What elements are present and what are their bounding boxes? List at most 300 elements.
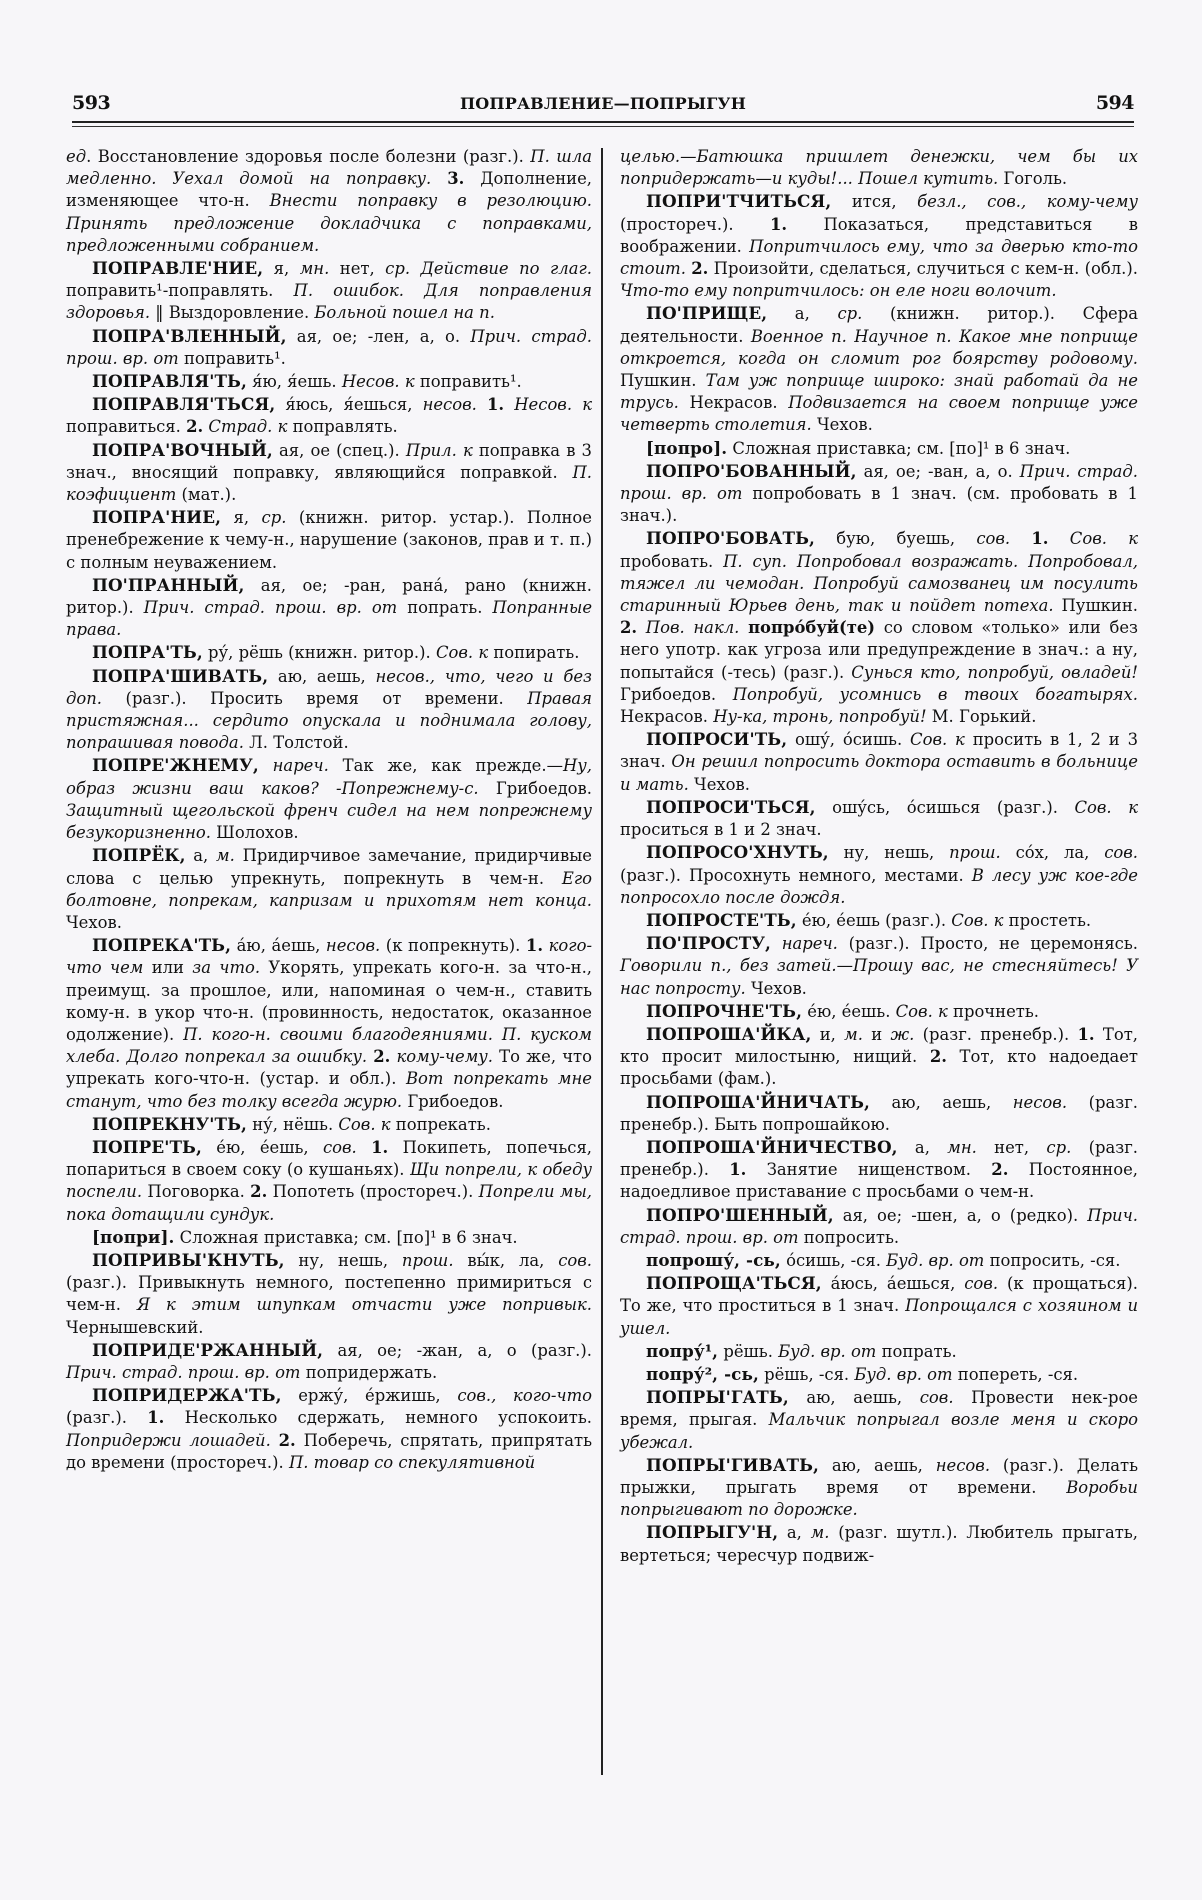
entry-text [271, 1431, 279, 1450]
headword: ПОПРАВЛЯ'ТЬСЯ, [92, 394, 276, 415]
entry-text: Сложная приставка; см. [по]¹ в 6 знач. [174, 1227, 518, 1247]
entry-text: (разг. пренебр.). Быть попрошайкою. [620, 1092, 1139, 1134]
italic-text: безл., сов., кому-чему [917, 192, 1138, 212]
italic-text: сов. [964, 1274, 999, 1294]
dictionary-entry [620, 190, 1138, 302]
entry-text: Шолохов. [210, 823, 299, 843]
entry-text: (разг.). Привыкнуть немного, постепенно примириться с чем-н. [66, 1273, 592, 1315]
entry-text: (разг. пренебр.). [620, 1137, 1138, 1180]
entry-text: попросить, -ся. [984, 1250, 1121, 1270]
headword: [попро]. [646, 437, 728, 458]
italic-text: прош. [949, 843, 1001, 863]
dictionary-entry [620, 1023, 1138, 1091]
italic-text: Попрели мы, пока дотащили сундук. [66, 1182, 593, 1224]
header-rule-thick [72, 121, 1134, 123]
italic-text: Подвизается на своем поприще уже четверть столетия. [620, 393, 1138, 435]
italic-text: Вот попрекать мне станут, что без толку всегда журю. [66, 1069, 592, 1111]
italic-text: целью.—Батюшка пришлет денежки, чем бы их попридержать—и куды!... Пошел кутить. [620, 147, 1138, 189]
entry-text [1010, 529, 1031, 548]
dictionary-entry [620, 1204, 1138, 1249]
italic-text: Буд. вр. от [778, 1341, 877, 1361]
dictionary-entry [66, 844, 592, 934]
entry-text: Л. Толстой. [243, 733, 349, 753]
entry-text [477, 395, 487, 414]
entry-text: простеть. [1003, 910, 1092, 930]
italic-text: несов. [1012, 1092, 1068, 1112]
headword: ПОПРОША'ЙКА, [646, 1023, 812, 1044]
entry-text: просить в 1, 2 и 3 знач. [620, 730, 1138, 772]
entry-text: Попотеть (простореч.). [267, 1182, 479, 1202]
entry-text: Поберечь, спрятать, припрятать до времени (простореч.). [66, 1430, 593, 1472]
entry-text: Пушкин. [1053, 596, 1138, 616]
page-number-right: 594 [1095, 92, 1134, 114]
entry-text: ая, ое (спец.). [272, 440, 406, 460]
entry-text: Грибоедов. [620, 684, 733, 704]
dictionary-entry [66, 754, 592, 844]
italic-text: мн. [299, 259, 330, 279]
entry-text: я́ю, я́ешь. [246, 372, 342, 392]
italic-text: Прич. страд. прош. вр. от [66, 326, 592, 368]
dictionary-entry [66, 934, 592, 1113]
italic-text: сов. [919, 1388, 954, 1408]
italic-text: П. суп. Попробовал возражать. Попробовал, тяжел ли чемодан. Попробуй самозванец им посулить старинный Юрьев день, так и пойдет потеха. [620, 551, 1138, 616]
italic-text: Попрощался с хозяином и ушел. [620, 1296, 1138, 1338]
entry-text: поправиться. [66, 417, 187, 437]
entry-text: пробовать. [620, 551, 724, 571]
dictionary-entry [620, 1249, 1138, 1272]
italic-text: несов. [935, 1455, 991, 1475]
italic-text: Говорили п., без затей.—Прошу вас, не стесняйтесь! У нас попросту. [620, 956, 1138, 998]
entry-text: попридержать. [300, 1362, 438, 1382]
sense-number: 1. [770, 214, 788, 234]
entry-text: ну, нешь, [828, 843, 950, 863]
entry-text: (разг.). Делать прыжки, прыгать время от времени. [620, 1455, 1138, 1497]
entry-text: Чехов. [811, 415, 873, 435]
dictionary-entry [66, 506, 592, 574]
entry-text: бую, буешь, [814, 529, 977, 549]
headword: ПОПРОША'ЙНИЧАТЬ, [646, 1091, 870, 1112]
italic-text: Сов. к [338, 1114, 391, 1134]
entry-text [739, 618, 748, 637]
entry-text: аю, аешь, [819, 1455, 936, 1475]
entry-text: (книжн. ритор. устар.). Полное пренебрежение к чему-н., нарушение (законов, прав и т. п.) с полным неуважением. [66, 508, 592, 572]
italic-text: несов., что, чего и без доп. [66, 666, 592, 708]
entry-text: а, [767, 304, 838, 324]
entry-text: Придирчивое замечание, придирчивые слова с целью упрекнуть, попрекнуть в чем-н. [66, 846, 592, 888]
entry-text: поправить¹-поправлять. [66, 281, 294, 301]
headword: ПОПРОЧНЕ'ТЬ, [646, 1000, 803, 1021]
entry-text: Гоголь. [998, 169, 1068, 189]
entry-text: (мат.). [176, 485, 237, 505]
sense-number: 3. [447, 169, 465, 189]
entry-text: Некрасов. [620, 707, 714, 727]
italic-text: за что. [192, 958, 261, 978]
headword: ПОПРАВЛЯ'ТЬ, [92, 371, 247, 392]
italic-text: П. ошибок. Для поправления здоровья. [66, 281, 592, 323]
dictionary-entry [620, 1521, 1138, 1566]
italic-text: м. [810, 1523, 830, 1543]
dictionary-entry [620, 1386, 1138, 1454]
headword: ПОПРЁК, [92, 845, 186, 866]
entry-text: а, [778, 1523, 811, 1543]
entry-text: поправлять. [287, 417, 398, 437]
italic-text: Сов. к [910, 730, 965, 750]
entry-text: . Восстановление здоровья после болезни (разг.). [86, 147, 531, 166]
italic-text: Прич. страд. прош. вр. от [620, 1205, 1138, 1247]
italic-text: сов. [558, 1250, 592, 1270]
entry-text: рёшь. [718, 1341, 779, 1361]
entry-text: аю, аешь, [268, 666, 376, 686]
dictionary-entry [66, 574, 592, 642]
entry-text: я, [221, 508, 262, 528]
italic-text: Сов. к [895, 1001, 948, 1021]
dictionary-entry [66, 1249, 592, 1339]
entry-text: ну, нешь, [284, 1250, 402, 1270]
entry-text: Сложная приставка; см. [по]¹ в 6 знач. [727, 438, 1071, 458]
italic-text: ср. [837, 304, 863, 324]
entry-text [771, 934, 782, 953]
page-header [72, 92, 1134, 118]
entry-text: нет, [976, 1137, 1047, 1157]
italic-text: несов. [422, 395, 477, 415]
headword: ПОПРА'ВОЧНЫЙ, [92, 439, 273, 460]
entry-text: Пушкин. [620, 371, 706, 391]
headword: ПОПРЕКНУ'ТЬ, [92, 1113, 247, 1134]
entry-text: е́ю, е́ешь, [201, 1137, 323, 1157]
italic-text: Попранные права. [66, 598, 593, 640]
dictionary-entry [66, 370, 592, 393]
dictionary-entry [66, 1113, 592, 1136]
entry-text: со́х, ла, [1000, 843, 1105, 863]
italic-text: Больной пошел на п. [314, 303, 495, 323]
dictionary-entry [66, 641, 592, 664]
entry-text: ошу́сь, о́сишься (разг.). [815, 797, 1075, 817]
italic-text: Он решил попросить доктора оставить в больнице и мать. [620, 752, 1138, 794]
italic-text: Военное п. Научное п. Какое мне поприще откроется, когда он сломит рог боярству родовому. [620, 326, 1138, 368]
dictionary-entry [66, 1226, 592, 1249]
entry-text: попрать. [397, 598, 493, 618]
headword: ПОПРА'НИЕ, [92, 507, 222, 528]
italic-text: мн. [947, 1137, 977, 1157]
italic-text: Буд. вр. от [854, 1364, 953, 1384]
dictionary-entry [620, 437, 1138, 460]
entry-text: е́ю, е́ешь. [802, 1001, 896, 1021]
headword: ПО'ПРИЩЕ, [646, 303, 768, 324]
entry-text: ошу́, о́сишь. [787, 730, 911, 750]
page-number-left: 593 [72, 92, 111, 114]
entry-text: Чехов. [688, 774, 750, 794]
entry-text: Дополнение, изменяющее что-н. [66, 169, 593, 211]
italic-text: П. товар со спекулятивной [288, 1452, 536, 1472]
entry-text: Чехов. [66, 912, 122, 932]
entry-text: (разг.). Просить время от времени. [102, 688, 528, 708]
entry-text: (к прощаться). То же, что проститься в 1 знач. [620, 1274, 1138, 1316]
entry-text: Тот, кто надоедает просьбами (фам.). [620, 1047, 1138, 1089]
dictionary-entry [620, 1340, 1138, 1363]
headword: ПОПРА'ШИВАТЬ, [92, 665, 269, 686]
entry-text [1049, 529, 1070, 548]
dictionary-entry [620, 1363, 1138, 1386]
headword: [попри]. [92, 1226, 175, 1247]
italic-text: кого-что чем [66, 936, 592, 978]
sense-number: 2. [620, 618, 638, 638]
headword: ПОПРЕ'ТЬ, [92, 1136, 202, 1157]
italic-text: Пов. накл. [645, 618, 740, 638]
entry-text: ержу́, е́ржишь, [281, 1386, 458, 1406]
dictionary-entry [620, 302, 1138, 436]
sense-number: 2. [186, 417, 204, 437]
italic-text: Я к этим шпупкам отчасти уже попривык. [136, 1295, 592, 1315]
italic-text: Буд. вр. от [886, 1250, 985, 1270]
headword: ПОПРОСИ'ТЬ, [646, 729, 788, 750]
sense-number: 2. [991, 1160, 1009, 1180]
italic-text: сов. [322, 1137, 357, 1157]
entry-text: ру́, рёшь (книжн. ритор.). [202, 643, 436, 663]
headword: ПОПРЫ'ГИВАТЬ, [646, 1454, 820, 1475]
entry-text: Чернышевский. [66, 1317, 204, 1337]
italic-text: Прич. страд. прош. вр. от [143, 598, 398, 618]
entry-text: попросить. [798, 1227, 900, 1247]
header-rule-thin [72, 126, 1134, 127]
headword: ПОПРО'ШЕННЫЙ, [646, 1204, 834, 1225]
headword: ПОПРОЩА'ТЬСЯ, [646, 1273, 822, 1294]
sense-number: 1. [371, 1137, 389, 1157]
headword: ПОПРЕ'ЖНЕМУ, [92, 755, 259, 776]
dictionary-entry [620, 1136, 1138, 1204]
italic-text: Сунься кто, попробуй, овладей! [851, 662, 1138, 682]
dictionary-entry [66, 257, 592, 325]
italic-text: Щи попрели, к обеду поспели. [66, 1160, 592, 1202]
entry-text: поправка в 3 знач., вносящий поправку, являющийся поправкой. [66, 440, 592, 482]
entry-text: Показаться, представиться в воображении. [620, 214, 1138, 256]
italic-text: ед [66, 147, 87, 166]
dictionary-entry [620, 1091, 1138, 1136]
entry-text: (разг. пренебр.). [914, 1024, 1078, 1044]
entry-text: ая, ое; -ван, а, о. [856, 461, 1020, 481]
italic-text: Воробьи попрыгивают по дорожке. [620, 1477, 1138, 1520]
entry-text: я́юсь, я́ешься, [275, 395, 423, 415]
entry-text: со словом «только» или без него употр. как угроза или предупреждение в знач.: а ну, попытайся (-тесь) (разг.). [620, 618, 1138, 682]
dictionary-entry [66, 1136, 592, 1226]
entry-text: (книжн. ритор.). Сфера деятельности. [620, 304, 1138, 346]
entry-text: попирать. [488, 643, 580, 663]
entry-text: проситься в 1 и 2 знач. [620, 820, 822, 840]
entry-text: Некрасов. [678, 393, 789, 413]
entry-text: Покипеть, попечься, попариться в своем соку (о кушаньях). [66, 1137, 592, 1180]
dictionary-entry [620, 460, 1138, 528]
entry-text [504, 395, 514, 414]
italic-text: сов. [1104, 843, 1139, 863]
entry-text: Тот, кто просит милостыню, нищий. [620, 1024, 1138, 1067]
entry-text: о́сишь, -ся. [780, 1250, 887, 1270]
headword: попру́², -сь, [646, 1363, 759, 1384]
italic-text: Попридержи лошадей. [66, 1430, 271, 1450]
italic-text: Ну, образ жизни ваш каков? -Попрежнему-с. [66, 756, 592, 798]
entry-text: Занятие нищенством. [746, 1160, 992, 1180]
headword: ПОПРО'БОВАННЫЙ, [646, 460, 857, 481]
sense-number: 2. [278, 1430, 296, 1450]
entry-text: Чехов. [745, 978, 807, 998]
entry-text: ая, ое; -шен, а, о (редко). [833, 1205, 1088, 1225]
italic-text: ср. Действие по глаг. [385, 259, 592, 279]
entry-text: (разг.). Просто, не церемонясь. [837, 934, 1138, 954]
italic-text: м. [844, 1024, 863, 1044]
italic-text: Правая пристяжная... сердито опускала и поднимала голову, попрашивая повода. [66, 688, 592, 753]
dictionary-entry [66, 1339, 592, 1384]
column-divider [601, 148, 603, 1775]
sense-number: 1. [729, 1160, 747, 1180]
headword: ПОПРИДЕ'РЖАННЫЙ, [92, 1339, 324, 1360]
entry-text: поправить¹. [414, 372, 522, 392]
entry-text: а́юсь, а́ешься, [821, 1274, 965, 1294]
sense-number: 1. [1077, 1024, 1095, 1044]
entry-text: То же, что упрекать кого-что-н. (устар. и обл.). [66, 1047, 592, 1089]
italic-text: Сов. к [1069, 529, 1138, 549]
left-column [66, 146, 592, 1474]
entry-text: Несколько сдержать, немного успокоить. [164, 1408, 592, 1428]
running-head: ПОПРАВЛЕНИЕ—ПОПРЫГУН [459, 94, 747, 113]
headword: ПОПРЫГУ'Н, [646, 1522, 779, 1543]
italic-text: Прил. к [405, 440, 473, 460]
italic-text: Что-то ему попритчилось: он еле ноги волочит. [620, 281, 1057, 301]
headword: ПОПРИ'ТЧИТЬСЯ, [646, 191, 832, 212]
italic-text: Сов. к [435, 643, 489, 663]
entry-text: нет, [329, 259, 386, 279]
italic-text: Защитный щегольской френч сидел на нем попрежнему безукоризненно. [66, 800, 592, 843]
headword: ПОПРОСИ'ТЬСЯ, [646, 796, 816, 817]
dictionary-entry [620, 728, 1138, 796]
headword: ПО'ПРОСТУ, [646, 933, 771, 954]
entry-text: Грибоедов. [402, 1091, 504, 1111]
entry-text [431, 169, 447, 188]
sense-number: 2. [929, 1047, 947, 1067]
dictionary-entry [620, 527, 1138, 728]
italic-text: несов. [325, 936, 381, 956]
headword: ПОПРЕКА'ТЬ, [92, 935, 232, 956]
italic-text: Внести поправку в резолюцию. Принять предложение докладчика с поправками, предложенными собранием. [66, 191, 592, 255]
entry-continuation [620, 146, 1138, 190]
entry-text: ‖ Выздоровление. [150, 303, 315, 323]
sense-number: 1. [147, 1408, 165, 1428]
entry-text [637, 618, 646, 637]
entry-text: Укорять, упрекать кого-н. за что-н., преимущ. за прошлое, или, напоминая о чем-н., ставить кому-н. в укор что-н. (провинность, недостаток, оказанное одолжение). [66, 958, 593, 1044]
entry-text: М. Горький. [926, 707, 1037, 727]
italic-text: Попритчилось ему, что за дверью кто-то стоит. [620, 236, 1138, 279]
entry-continuation [66, 146, 592, 257]
entry-text: (разг.). [66, 1408, 148, 1428]
italic-text: Там уж поприще широко: знай работай да не трусь. [620, 371, 1138, 413]
italic-text: Страд. к [208, 417, 288, 437]
entry-text: а, [185, 846, 217, 866]
headword: попрошу́, -сь, [646, 1249, 781, 1270]
entry-text: е́ю, е́ешь (разг.). [796, 910, 952, 930]
headword: ПОПРОСО'ХНУТЬ, [646, 842, 829, 863]
italic-text: ж. [890, 1024, 915, 1044]
italic-text: нареч. [272, 756, 329, 776]
entry-text: поправить¹. [178, 348, 286, 368]
entry-text: Так же, как прежде.— [328, 756, 563, 776]
entry-text: попрекать. [390, 1114, 491, 1134]
italic-text: Его болтовне, попрекам, капризам и прихотям нет конца. [66, 868, 592, 910]
entry-text: аю, аешь, [788, 1388, 920, 1408]
entry-text: попрать. [876, 1341, 957, 1361]
entry-text: а, [897, 1137, 948, 1157]
entry-text: ая, ое; -ран, рана́, рано (книжн. ритор.). [66, 575, 592, 618]
italic-text: Сов. к [1074, 797, 1138, 817]
headword: ПОПРО'БОВАТЬ, [646, 528, 815, 549]
italic-text: сов. [976, 529, 1011, 549]
dictionary-entry [620, 841, 1138, 909]
entry-text: попереть, -ся. [952, 1364, 1079, 1384]
sense-number: 1. [487, 395, 505, 415]
dictionary-entry [620, 796, 1138, 841]
headword: ПОПРЫ'ГАТЬ, [646, 1387, 789, 1408]
italic-text: ср. [1046, 1137, 1072, 1157]
dictionary-entry [620, 1272, 1138, 1340]
entry-text: вы́к, ла, [453, 1250, 559, 1270]
italic-text: Сов. к [951, 910, 1004, 930]
headword: ПО'ПРАННЫЙ, [92, 574, 245, 595]
sense-number: 2. [691, 259, 709, 279]
entry-text: Постоянное, надоедливое приставание с просьбами о чем-н. [620, 1160, 1138, 1202]
entry-text: Провести нек-рое время, прыгая. [620, 1388, 1139, 1430]
headword: ПОПРИДЕРЖА'ТЬ, [92, 1385, 282, 1406]
entry-text: (разг. шутл.). Любитель прыгать, вертеться; чересчур подвиж- [620, 1523, 1139, 1565]
italic-text: сов., кого-что [457, 1386, 593, 1406]
entry-text: и [862, 1024, 891, 1044]
entry-text [357, 1138, 371, 1157]
headword: попру́¹, [646, 1340, 719, 1361]
right-column [620, 146, 1138, 1567]
headword: ПОПРАВЛЕ'НИЕ, [92, 258, 264, 279]
entry-text: ая, ое; -жан, а, о (разг.). [323, 1340, 592, 1360]
dictionary-entry [620, 909, 1138, 932]
entry-text: а́ю, а́ешь, [231, 936, 326, 956]
entry-text: Произойти, сделаться, случиться с кем-н. (обл.). [708, 259, 1138, 279]
entry-text: (к попрекнуть). [380, 936, 526, 956]
entry-text: ится, [831, 192, 918, 212]
sense-number: 2. [250, 1182, 268, 1202]
entry-text: ну́, нёшь. [246, 1114, 339, 1134]
italic-text: П. коэфициент [66, 462, 592, 505]
headword: ПОПРА'ВЛЕННЫЙ, [92, 325, 287, 346]
headword: ПОПРИВЫ'КНУТЬ, [92, 1249, 285, 1270]
italic-text: Прич. страд. прош. вр. от [620, 461, 1138, 504]
italic-text: В лесу уж кое-где попросохло после дождя. [620, 865, 1139, 907]
sense-number: 1. [525, 936, 544, 956]
italic-text: ср. [261, 508, 287, 528]
headword: ПОПРОША'ЙНИЧЕСТВО, [646, 1136, 898, 1157]
italic-text: м. [216, 846, 235, 866]
italic-text: Несов. к [514, 395, 592, 415]
italic-text: Мальчик попрыгал возле меня и скоро убежал. [620, 1410, 1138, 1452]
italic-text: Ну-ка, тронь, попробуй! [713, 707, 927, 727]
italic-text: П. кого-н. своими благодеяниями. П. куском хлеба. Долго попрекал за ошибку. [66, 1024, 592, 1067]
entry-text: я, [263, 259, 300, 279]
dictionary-entry [66, 439, 592, 507]
italic-text: П. шла медленно. Уехал домой на поправку. [66, 147, 592, 189]
italic-text: Прич. страд. прош. вр. от [66, 1362, 301, 1382]
entry-text: прочнеть. [947, 1001, 1039, 1021]
entry-text: попробовать в 1 знач. (см. пробовать в 1 знач.). [620, 484, 1138, 526]
sense-number: 2. [373, 1047, 391, 1067]
dictionary-entry [620, 932, 1138, 1000]
sense-number: попро́буй(те) [748, 618, 876, 638]
entry-text [259, 756, 273, 775]
italic-text: прош. [401, 1250, 454, 1270]
italic-text: Несов. к [341, 372, 415, 392]
italic-text: Попробуй, усомнись в твоих богатырях. [732, 684, 1138, 704]
